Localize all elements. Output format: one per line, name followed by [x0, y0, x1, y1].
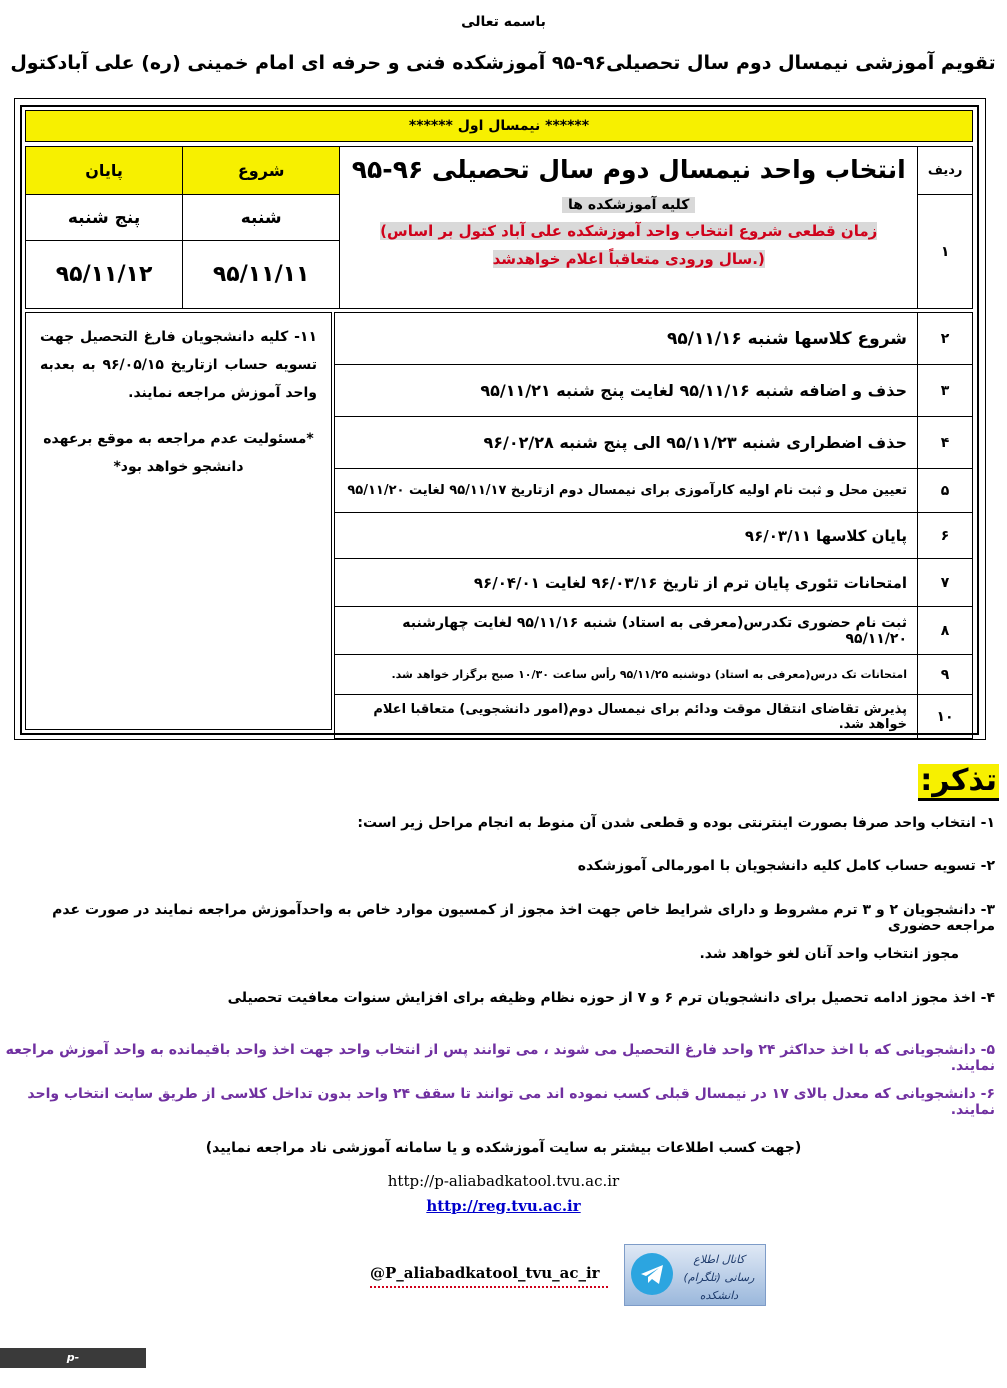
schedule-row-text: حذف و اضافه شنبه ۹۵/۱۱/۱۶ لغایت پنج شنبه ۹۵/۱۱/۲۱: [335, 365, 918, 417]
schedule-table: [334, 312, 973, 739]
row-number-1: ۱: [918, 195, 973, 309]
schedule-row: [335, 695, 973, 739]
schedule-row-number: ۹: [918, 655, 973, 695]
schedule-row-text: حذف اضطراری شنبه ۹۵/۱۱/۲۳ الی پنج شنبه ۹۶/۰۲/۲۸: [335, 417, 918, 469]
telegram-icon: [631, 1253, 673, 1295]
schedule-row: [335, 559, 973, 607]
start-date: ۹۵/۱۱/۱۱: [183, 241, 340, 309]
telegram-banner-text: کانال اطلاع رسانی (تلگرام) دانشکده: [683, 1253, 755, 1302]
note-6: ۶- دانشجویانی که معدل بالای ۱۷ در نیمسال قبلی کسب نموده اند می توانند تا سقف ۲۴ واحد بدون تداخل کلاسی از طریق سایت انتخاب واحد نمایند.: [27, 1086, 995, 1118]
schedule-row: [335, 313, 973, 365]
registration-heading: انتخاب واحد نیمسال دوم سال تحصیلی ۹۶-۹۵: [351, 155, 906, 184]
registration-subheading: کلیه آموزشکده ها: [562, 197, 695, 213]
schedule-row-text: امتحانات تئوری پایان ترم از تاریخ ۹۶/۰۳/۱۶ لغایت ۹۶/۰۴/۰۱: [335, 559, 918, 607]
semester-banner: ****** نیمسال اول ******: [25, 110, 973, 142]
schedule-row-number: ۸: [918, 607, 973, 655]
schedule-row-text: پایان کلاسها ۹۶/۰۳/۱۱: [335, 513, 918, 559]
schedule-row-text: شروع کلاسها شنبه ۹۵/۱۱/۱۶: [335, 313, 918, 365]
note-3-continued: مجوز انتخاب واحد آنان لغو خواهد شد.: [699, 946, 959, 962]
schedule-row: [335, 513, 973, 559]
schedule-row-number: ۷: [918, 559, 973, 607]
handle-underline: [370, 1286, 608, 1288]
telegram-banner[interactable]: [624, 1244, 766, 1306]
end-date: ۹۵/۱۱/۱۲: [26, 241, 183, 309]
graduate-settlement-note: ۱۱- کلیه دانشجویان فارغ التحصیل جهت تسویه حساب ازتاریخ ۹۶/۰۵/۱۵ به بعدبه واحد آموزش مراجعه نمایند.: [40, 329, 317, 401]
schedule-row-number: ۲: [918, 313, 973, 365]
schedule-row: [335, 607, 973, 655]
note-3: ۳- دانشجویان ۲ و ۳ ترم مشروط و دارای شرایط خاص جهت اخذ مجوز از کمسیون موارد خاص به واحدآموزش مراجعه نمایند در صورت عدم مراجعه حضوری: [52, 902, 995, 934]
registration-cell: [340, 147, 918, 309]
schedule-row: [335, 655, 973, 695]
row-header: ردیف: [918, 147, 973, 195]
schedule-row-text: امتحانات تک درس(معرفی به استاد) دوشنبه ۹۵/۱۱/۲۵ رأس ساعت ۱۰/۳۰ صبح برگزار خواهد شد.: [335, 655, 918, 695]
schedule-row-text: تعیین محل و ثبت نام اولیه کارآموزی برای نیمسال دوم ازتاریخ ۹۵/۱۱/۱۷ لغایت ۹۵/۱۱/۲۰: [335, 469, 918, 513]
schedule-row-number: ۶: [918, 513, 973, 559]
bismillah: باسمه تعالی: [461, 14, 546, 30]
side-notes-table: [25, 312, 332, 730]
start-day: شنبه: [183, 195, 340, 241]
schedule-row-text: پذیرش تقاضای انتقال موقت ودائم برای نیمسال دوم(امور دانشجویی) متعاقبا اعلام خواهد شد.: [335, 695, 918, 739]
schedule-row-number: ۱۰: [918, 695, 973, 739]
side-notes-cell: [26, 313, 332, 730]
note-4: ۴- اخذ مجوز ادامه تحصیل برای دانشجویان ترم ۶ و ۷ از حوزه نظام وظیفه برای افزایش سنوات معافیت تحصیلی: [227, 990, 995, 1006]
info-text: (جهت کسب اطلاعات بیشتر به سایت آموزشکده و یا سامانه آموزشی ناد مراجعه نمایید): [205, 1140, 802, 1156]
schedule-row-text: ثبت نام حضوری تکدرس(معرفی به استاد) شنبه ۹۵/۱۱/۱۶ لغایت چهارشنبه ۹۵/۱۱/۲۰: [335, 607, 918, 655]
registration-website-link[interactable]: http://reg.tvu.ac.ir: [426, 1197, 581, 1215]
notes-heading: تذکر:: [918, 764, 999, 801]
schedule-row: [335, 469, 973, 513]
schedule-row-number: ۵: [918, 469, 973, 513]
college-website-link[interactable]: http://p-aliabadkatool.tvu.ac.ir: [387, 1172, 620, 1190]
end-day: پنج شنبه: [26, 195, 183, 241]
schedule-row-number: ۴: [918, 417, 973, 469]
registration-note: (زمان قطعی شروع انتخاب واحد آموزشکده علی آباد کتول بر اساس سال ورودی متعاقباً اعلام خواهدشد.): [380, 222, 878, 268]
telegram-handle[interactable]: @P_aliabadkatool_tvu_ac_ir: [370, 1264, 600, 1282]
schedule-row: [335, 417, 973, 469]
note-5: ۵- دانشجویانی که با اخذ حداکثر ۲۴ واحد فارغ التحصیل می شوند ، می توانند پس از انتخاب واحد جهت اخذ واحد باقیمانده به واحد آموزش مراجعه نمایند.: [5, 1042, 995, 1074]
page-title: تقویم آموزشی نیمسال دوم سال تحصیلی۹۶-۹۵ آموزشکده فنی و حرفه ای امام خمینی (ره) علی آبادکتول: [10, 52, 996, 74]
responsibility-note: *مسئولیت عدم مراجعه به موقع برعهده دانشجو خواهد بود*: [43, 431, 314, 475]
site-watermark: p-aliabadkatool.tvu.ac.ir: [0, 1348, 146, 1368]
note-2: ۲- تسویه حساب کامل کلیه دانشجویان با امورمالی آموزشکده: [577, 858, 995, 874]
registration-table: [25, 146, 973, 309]
note-1: ۱- انتخاب واحد صرفا بصورت اینترنتی بوده و قطعی شدن آن منوط به انجام مراحل زیر است:: [357, 815, 995, 831]
start-header: شروع: [183, 147, 340, 195]
schedule-row: [335, 365, 973, 417]
end-header: پایان: [26, 147, 183, 195]
schedule-row-number: ۳: [918, 365, 973, 417]
